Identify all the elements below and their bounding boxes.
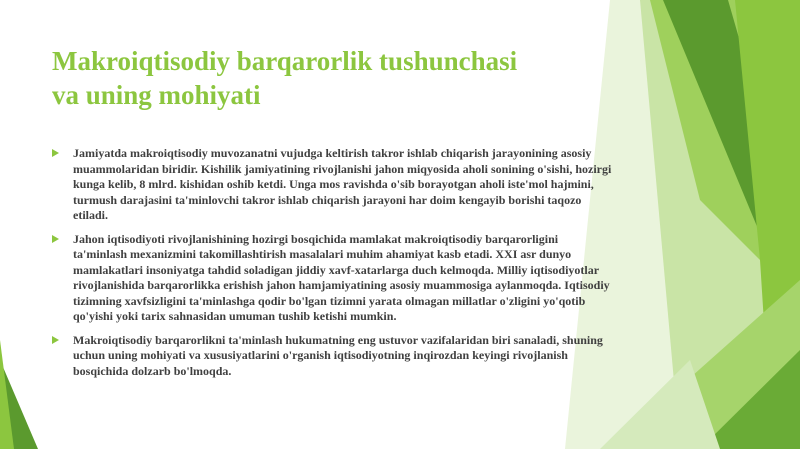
bullet-list xyxy=(52,146,612,387)
bullet-text: Jahon iqtisodiyoti rivojlanishining hozirgi bosqichida mamlakat makroiqtisodiy barqarorligini ta'minlash mexanizmini takomillashtirish masalalari muhim ahamiyat kasb etadi. XXI asr dunyo mamlakatlari insoniyatga tahdid soladigan jiddiy xavf-xatarlarga duch kelmoqda. Milliy iqtisodiyotlar rivojlanishida barqarorlikka erishish jahon hamjamiyatining asosiy muammosiga aylanmoqda. Iqtisodiy tizimning xavfsizligini ta'minlashga qodir bo'lgan tizimni yarata olmagan millatlar o'zligini yo'qotib qo'yishi yoki tarix sahnasidan umuman tushib ketishi mumkin. xyxy=(73,231,610,323)
page-title xyxy=(52,44,612,112)
bullet-text: Makroiqtisodiy barqarorlikni ta'minlash hukumatning eng ustuvor vazifalaridan biri sanaladi, shuning uchun uning mohiyati va xususiyatlarini o'rganish iqtisodiyotning inqirozdan keyingi rivojlanish bosqichida dolzarb bo'lmoqda. xyxy=(73,332,603,378)
title-line-2: va uning mohiyati xyxy=(52,80,261,110)
title-line-1: Makroiqtisodiy barqarorlik tushunchasi xyxy=(52,46,518,76)
bullet-text: Jamiyatda makroiqtisodiy muvozanatni vujudga keltirish takror ishlab chiqarish jarayonining asosiy muammolaridan biridir. Kishilik jamiyatining rivojlanishi jahon miqyosida aholi sonining o'sishi, hozirgi kunga kelib, 8 mlrd. kishidan oshib ketdi. Unga mos ravishda o'sib borayotgan aholi iste'mol hajmini, turmush darajasini ta'minlovchi takror ishlab chiqarish jarayoni har doim kengayib borishi taqozo etiladi. xyxy=(73,146,612,222)
list-item xyxy=(52,146,612,224)
triangle-bullet-icon xyxy=(52,336,59,344)
triangle-bullet-icon xyxy=(52,235,59,243)
list-item xyxy=(52,333,612,380)
list-item xyxy=(52,232,612,325)
triangle-bullet-icon xyxy=(52,149,59,157)
